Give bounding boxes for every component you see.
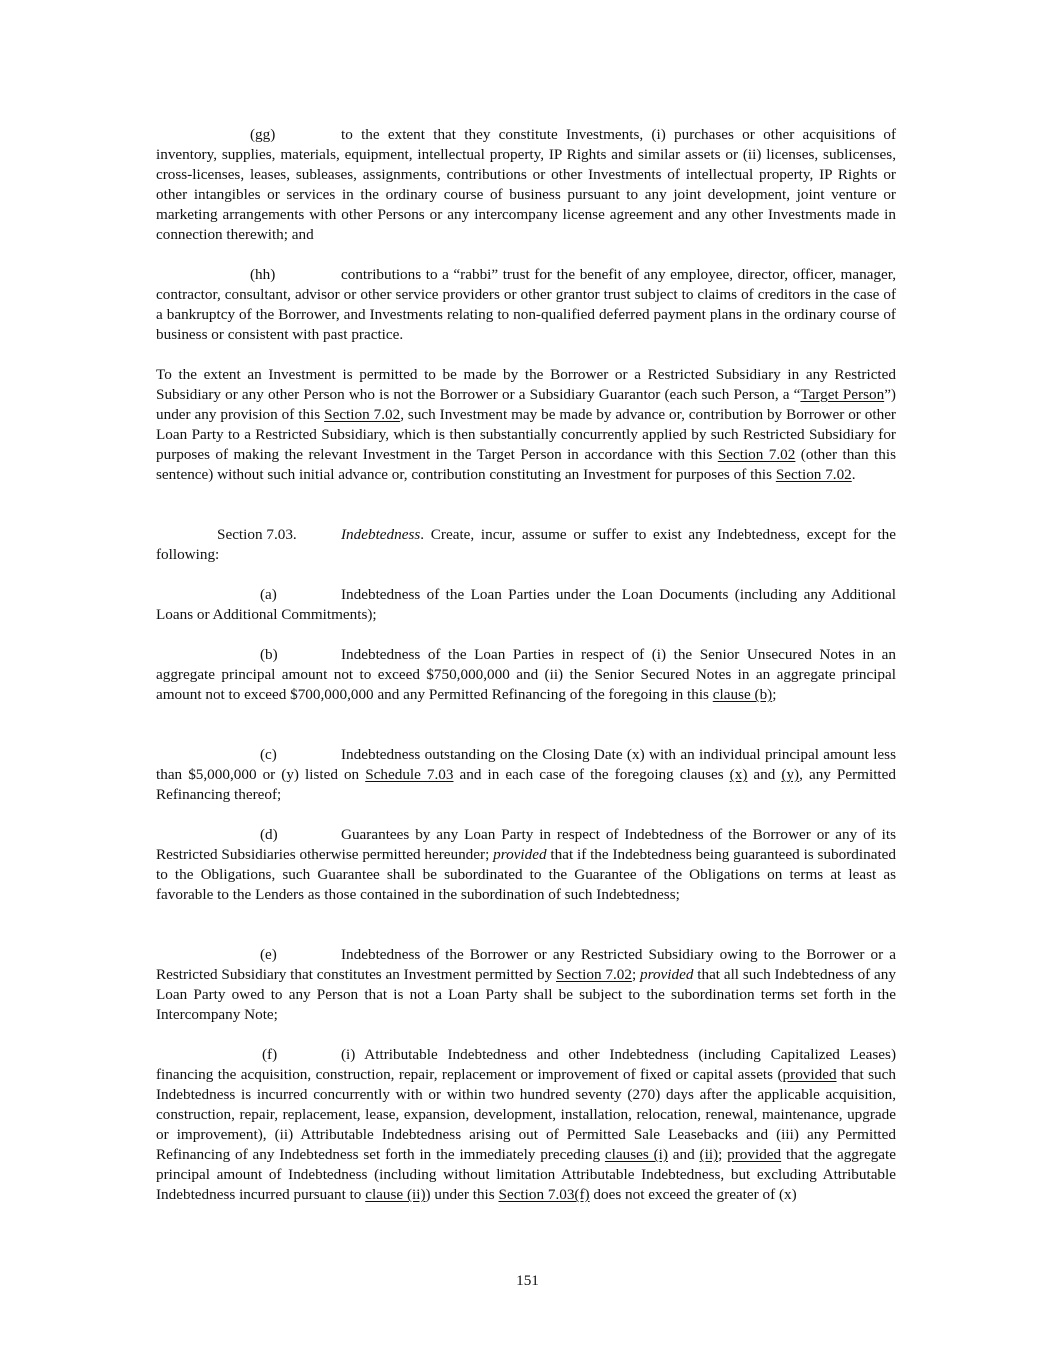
paragraph-a xyxy=(156,585,896,625)
clause-label: (gg) xyxy=(250,126,276,143)
text-run: and xyxy=(667,1146,700,1163)
text-run: ; xyxy=(631,966,640,983)
paragraph-gg xyxy=(156,125,896,245)
section-text: . Create, incur, assume or suffer to exist any Indebtedness, except for the following: xyxy=(156,526,896,563)
text-run: , any Permitted Refinancing thereof; xyxy=(156,766,896,803)
paragraph-e xyxy=(156,945,896,1025)
cross-reference: (ii) xyxy=(699,1146,719,1163)
cross-reference: clause (b) xyxy=(712,686,773,703)
cross-reference: Section 7.02 xyxy=(556,966,632,983)
cross-reference: (x) xyxy=(729,766,748,783)
cross-reference: clauses (i) xyxy=(604,1146,668,1163)
paragraph-f xyxy=(156,1045,896,1205)
clause-text: contributions to a “rabbi” trust for the benefit of any employee, director, officer, manager, contractor, consultant, advisor or other service providers or other grantor trust subject to claims of creditors in the case of a bankruptcy of the Borrower, and Investments relating to non-qualified deferred payment plans in the ordinary course of business or consistent with past practice. xyxy=(156,266,896,343)
provided-term: provided xyxy=(640,966,694,983)
clause-label: (e) xyxy=(260,946,277,963)
text-run: . xyxy=(851,466,856,483)
text-run: does not exceed the greater of (x) xyxy=(589,1186,797,1203)
provided-term: provided xyxy=(782,1066,837,1083)
text-run: that if the Indebtedness being guaranteed is subordinated to the Obligations, such Guarantee shall be subordinated to the Guarantee of the Obligations on terms at least as favorable to the Lenders as those contained in the subordination of such Indebtedness; xyxy=(156,846,896,903)
clause-label: (f) xyxy=(262,1046,278,1063)
cross-reference: Section 7.02 xyxy=(324,406,401,423)
paragraph-d xyxy=(156,825,896,905)
cross-reference: Section 7.02 xyxy=(775,466,852,483)
text-run: Indebtedness of the Loan Parties in respect of (i) the Senior Unsecured Notes in an aggregate principal amount not to exceed $750,000,000 and (ii) the Senior Secured Notes in an aggregate principal amount not to exceed $700,000,000 and any Permitted Refinancing of the foregoing in this xyxy=(156,646,896,703)
clause-label: (hh) xyxy=(250,266,276,283)
clause-label: (b) xyxy=(260,646,278,663)
text-run: that all such Indebtedness of any Loan Party owed to any Person that is not a Loan Party shall be subject to the subordination terms set forth in the Intercompany Note; xyxy=(156,966,896,1023)
text-run: ; xyxy=(718,1146,728,1163)
clause-text: to the extent that they constitute Investments, (i) purchases or other acquisitions of inventory, supplies, materials, equipment, intellectual property, IP Rights and similar assets or (ii) licenses, sublicenses, cross-licenses, leases, subleases, assignments, contributions or other Investments of intellectual property, IP Rights or other intangibles or services in the ordinary course of business pursuant to any joint development, joint venture or marketing arrangements with other Persons or any intercompany license agreement and any other Investments made in connection therewith; and xyxy=(156,126,896,243)
text-run: ; xyxy=(772,686,777,703)
text-run: (i) Attributable Indebtedness and other Indebtedness (including Capitalized Leases) financing the acquisition, construction, repair, replacement or improvement of fixed or capital assets ( xyxy=(156,1046,896,1083)
text-run: ) under this xyxy=(425,1186,499,1203)
text-run: , such Investment may be made by advance or, contribution by Borrower or other Loan Party to a Restricted Subsidiary, which is then substantially concurrently applied by such Restricted Subsidiary for purposes of making the relevant Investment in the Target Person in accordance with this xyxy=(156,406,896,463)
provided-term: provided xyxy=(493,846,547,863)
text-run: and xyxy=(747,766,782,783)
cross-reference: clause (ii) xyxy=(365,1186,426,1203)
text-run: that such Indebtedness is incurred concurrently with or within two hundred seventy (270) days after the applicable acquisition, construction, repair, replacement, lease, expansion, development, installation, relocation, renewal, maintenance, upgrade or improvement), (ii) Attributable Indebtedness arising out of Permitted Sale Leasebacks and (iii) any Permitted Refinancing of any Indebtedness set forth in the immediately preceding xyxy=(156,1066,896,1163)
section-heading-paragraph xyxy=(156,525,896,565)
paragraph-c xyxy=(156,745,896,805)
page-number: 151 xyxy=(516,1272,539,1289)
text-run: and in each case of the foregoing clauses xyxy=(453,766,730,783)
provided-term: provided xyxy=(727,1146,782,1163)
text-run: Indebtedness of the Borrower or any Restricted Subsidiary owing to the Borrower or a Restricted Subsidiary that constitutes an Investment permitted by xyxy=(156,946,896,983)
text-run: (other than this sentence) without such initial advance or, contribution constituting an Investment for purposes of this xyxy=(156,446,896,483)
cross-reference: Schedule 7.03 xyxy=(365,766,454,783)
clause-text: Indebtedness of the Loan Parties under the Loan Documents (including any Additional Loans or Additional Commitments); xyxy=(156,586,896,623)
section-title: Indebtedness xyxy=(341,526,421,543)
text-run: that the aggregate principal amount of Indebtedness (including without limitation Attributable Indebtedness, but excluding Attributable Indebtedness incurred pursuant to xyxy=(156,1146,896,1203)
text-run: Guarantees by any Loan Party in respect of Indebtedness of the Borrower or any of its Restricted Subsidiaries otherwise permitted hereunder; xyxy=(156,826,896,863)
section-number: Section 7.03. xyxy=(217,526,297,543)
text-run: ”) under any provision of this xyxy=(156,386,896,423)
cross-reference: Section 7.02 xyxy=(717,446,796,463)
defined-term: Target Person xyxy=(800,386,885,403)
text-run: To the extent an Investment is permitted to be made by the Borrower or a Restricted Subsidiary in any Restricted Subsidiary or any other Person who is not the Borrower or a Subsidiary Guarantor (each such Person, a “ xyxy=(156,366,896,403)
paragraph-target-person xyxy=(156,365,896,485)
clause-label: (c) xyxy=(260,746,277,763)
clause-label: (a) xyxy=(260,586,277,603)
cross-reference: (y) xyxy=(781,766,800,783)
text-run: Indebtedness outstanding on the Closing Date (x) with an individual principal amount less than $5,000,000 or (y) listed on xyxy=(156,746,896,783)
cross-reference: Section 7.03(f) xyxy=(498,1186,590,1203)
clause-label: (d) xyxy=(260,826,278,843)
paragraph-b xyxy=(156,645,896,705)
paragraph-hh xyxy=(156,265,896,345)
